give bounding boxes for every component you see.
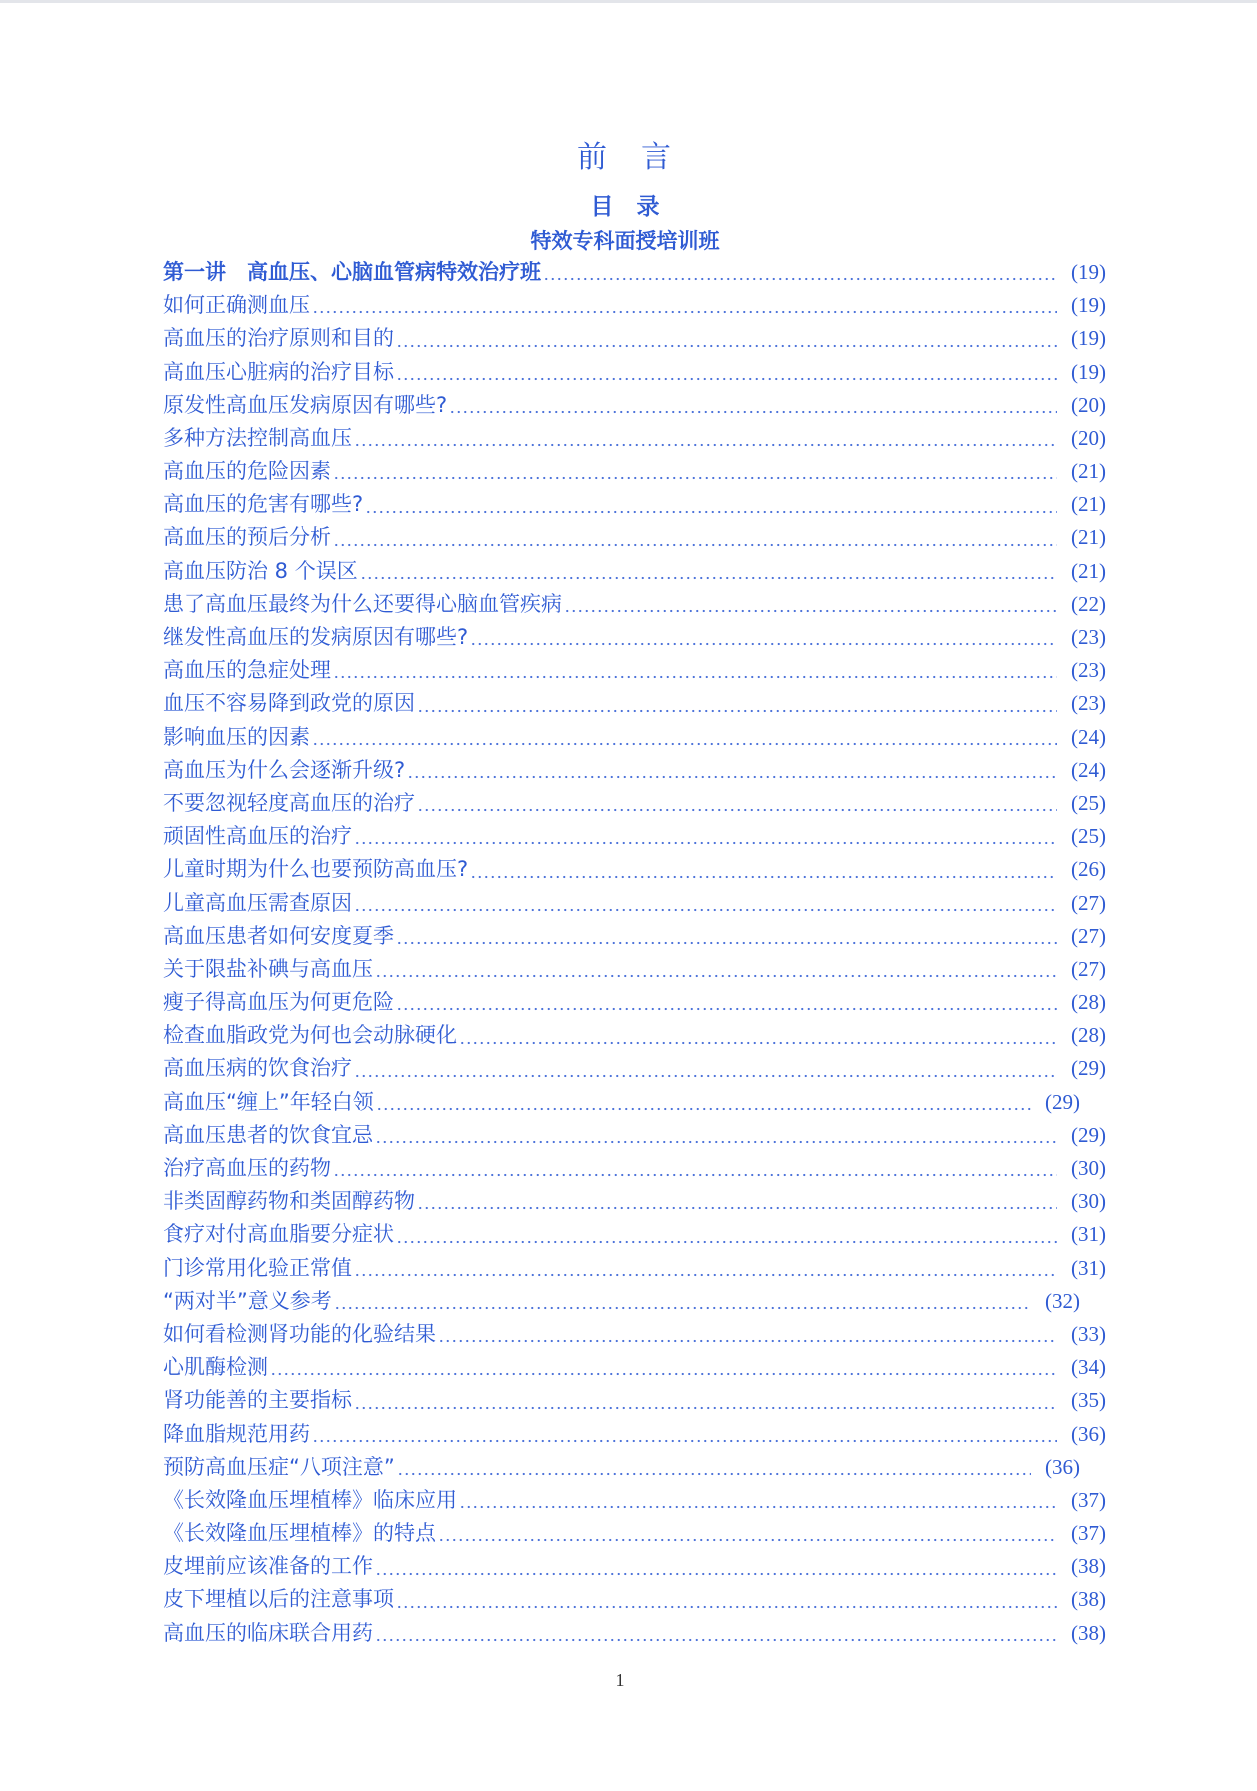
dot-leader <box>468 853 1057 886</box>
toc-entry <box>163 1218 1106 1251</box>
toc-entry-title: 降血脂规范用药 <box>163 1421 310 1446</box>
dot-leader <box>310 1418 1057 1451</box>
toc-entry-page: (33) <box>1071 1321 1106 1346</box>
toc-entry <box>163 1053 1106 1086</box>
toc-entry <box>163 1550 1106 1583</box>
dot-leader <box>352 820 1057 853</box>
dot-leader <box>332 1285 1031 1318</box>
toc-entry-page: (29) <box>1045 1089 1080 1114</box>
toc-entry-page: (23) <box>1071 691 1106 716</box>
toc-entry-title: 《长效隆血压埋植棒》的特点 <box>163 1521 436 1546</box>
toc-entry <box>163 1318 1106 1351</box>
toc-chapter-entry <box>163 256 1106 289</box>
dot-leader <box>352 1053 1057 1086</box>
dot-leader <box>373 953 1057 986</box>
toc-entry <box>163 654 1106 687</box>
toc-entry-title: 高血压的危险因素 <box>163 459 331 484</box>
dot-leader <box>310 721 1057 754</box>
toc-entry-page: (25) <box>1071 790 1106 815</box>
toc-entry <box>163 1152 1106 1185</box>
dot-leader <box>268 1351 1057 1384</box>
toc-entry-title: 关于限盐补碘与高血压 <box>163 956 373 981</box>
toc-entry-title: 肾功能善的主要指标 <box>163 1388 352 1413</box>
dot-leader <box>394 1584 1057 1617</box>
dot-leader <box>436 1318 1057 1351</box>
toc-entry-title: 心肌酶检测 <box>163 1355 268 1380</box>
toc-heading: 目 录 <box>590 194 660 220</box>
toc-entry-page: (24) <box>1071 757 1106 782</box>
dot-leader <box>457 1019 1057 1052</box>
toc-entry <box>163 1517 1106 1550</box>
toc-entry <box>163 687 1106 720</box>
toc-entry-title: 高血压“缠上”年轻白领 <box>163 1089 374 1114</box>
toc-entry-page: (28) <box>1071 990 1106 1015</box>
toc-entry-title: 不要忽视轻度高血压的治疗 <box>163 790 415 815</box>
toc-entry-title: 第一讲 高血压、心脑血管病特效治疗班 <box>163 259 541 284</box>
dot-leader <box>373 1550 1057 1583</box>
toc-entry <box>163 289 1106 322</box>
dot-leader <box>374 1086 1031 1119</box>
toc-entry <box>163 1185 1106 1218</box>
toc-entry-title: 儿童高血压需查原因 <box>163 890 352 915</box>
dot-leader <box>468 621 1057 654</box>
toc-entry-page: (21) <box>1071 459 1106 484</box>
toc-entry <box>163 953 1106 986</box>
toc-entry-page: (38) <box>1071 1620 1106 1645</box>
toc-entry-title: 影响血压的因素 <box>163 724 310 749</box>
toc-entry-title: 原发性高血压发病原因有哪些? <box>163 392 448 417</box>
toc-entry-page: (21) <box>1071 492 1106 517</box>
dot-leader <box>352 887 1057 920</box>
toc-entry <box>163 1617 1106 1650</box>
toc-entry-page: (32) <box>1045 1288 1080 1313</box>
dot-leader <box>373 1617 1057 1650</box>
toc-entry <box>163 1019 1106 1052</box>
dot-leader <box>394 986 1057 1019</box>
toc-entry-title: 继发性高血压的发病原因有哪些? <box>163 625 469 650</box>
dot-leader <box>331 1152 1057 1185</box>
section-heading: 特效专科面授培训班 <box>530 229 720 253</box>
toc-entry-title: 高血压的预后分析 <box>163 525 331 550</box>
toc-entry-title: 高血压的急症处理 <box>163 658 331 683</box>
toc-entry <box>163 787 1106 820</box>
toc-entry-title: 高血压患者如何安度夏季 <box>163 923 394 948</box>
toc-entry-page: (27) <box>1071 890 1106 915</box>
toc-entry-page: (21) <box>1071 525 1106 550</box>
toc-entry-page: (24) <box>1071 724 1106 749</box>
toc-entry-title: 检查血脂政党为何也会动脉硬化 <box>163 1023 457 1048</box>
toc-entry-title: 《长效隆血压埋植棒》临床应用 <box>163 1487 457 1512</box>
toc-entry-page: (27) <box>1071 956 1106 981</box>
toc-entry-page: (31) <box>1071 1222 1106 1247</box>
toc-entry-page: (37) <box>1071 1487 1106 1512</box>
toc-entry <box>163 422 1106 455</box>
dot-leader <box>405 754 1057 787</box>
toc-entry <box>163 588 1106 621</box>
toc-entry <box>163 1418 1106 1451</box>
toc-entry-page: (23) <box>1071 625 1106 650</box>
toc-entry-page: (19) <box>1071 259 1106 284</box>
toc-entry-title: 治疗高血压的药物 <box>163 1156 331 1181</box>
toc-entry-title: 儿童时期为什么也要预防高血压? <box>163 857 469 882</box>
toc-entry-page: (19) <box>1071 293 1106 318</box>
toc-entry-page: (23) <box>1071 658 1106 683</box>
dot-leader <box>331 522 1057 555</box>
toc-entry <box>163 920 1106 953</box>
toc-entry-title: 非类固醇药物和类固醇药物 <box>163 1189 415 1214</box>
toc-entry-page: (21) <box>1071 558 1106 583</box>
page-number: 1 <box>615 1670 625 1690</box>
toc-entry-page: (22) <box>1071 591 1106 616</box>
dot-leader <box>373 1119 1057 1152</box>
toc-entry <box>163 820 1106 853</box>
dot-leader <box>352 1252 1057 1285</box>
toc-entry <box>163 1384 1106 1417</box>
toc-entry <box>163 389 1106 422</box>
toc-entry-title: 皮埋前应该准备的工作 <box>163 1554 373 1579</box>
toc-entry-title: 食疗对付高血脂要分症状 <box>163 1222 394 1247</box>
toc-entry <box>163 621 1106 654</box>
toc-entry-page: (29) <box>1071 1056 1106 1081</box>
toc-entry-page: (38) <box>1071 1587 1106 1612</box>
dot-leader <box>394 1218 1057 1251</box>
toc-entry <box>163 1119 1106 1152</box>
toc-entry-page: (26) <box>1071 857 1106 882</box>
toc-entry-page: (29) <box>1071 1122 1106 1147</box>
dot-leader <box>310 289 1057 322</box>
toc-entry-title: 如何看检测肾功能的化验结果 <box>163 1321 436 1346</box>
toc-entry-title: “两对半”意义参考 <box>163 1288 332 1313</box>
dot-leader <box>394 322 1057 355</box>
toc-entry-title: 多种方法控制高血压 <box>163 425 352 450</box>
toc-entry-title: 高血压为什么会逐渐升级? <box>163 757 406 782</box>
toc-entry-page: (27) <box>1071 923 1106 948</box>
dot-leader <box>331 654 1057 687</box>
toc-entry <box>163 488 1106 521</box>
toc-entry <box>163 853 1106 886</box>
toc-entry-title: 顽固性高血压的治疗 <box>163 824 352 849</box>
toc-entry-title: 患了高血压最终为什么还要得心脑血管疾病 <box>163 591 562 616</box>
toc-entry-page: (19) <box>1071 326 1106 351</box>
toc-entry <box>163 455 1106 488</box>
toc-entry-title: 高血压的临床联合用药 <box>163 1620 373 1645</box>
toc-entry-page: (38) <box>1071 1554 1106 1579</box>
toc-entry-title: 预防高血压症“八项注意” <box>163 1454 395 1479</box>
toc-entry <box>163 1252 1106 1285</box>
toc-entry-title: 如何正确测血压 <box>163 293 310 318</box>
toc-entry-page: (31) <box>1071 1255 1106 1280</box>
dot-leader <box>352 422 1057 455</box>
toc-entry-title: 高血压的治疗原则和目的 <box>163 326 394 351</box>
dot-leader <box>447 389 1057 422</box>
toc-entry-page: (36) <box>1045 1454 1080 1479</box>
dot-leader <box>415 787 1057 820</box>
toc-entry <box>163 1285 1106 1318</box>
dot-leader <box>394 356 1057 389</box>
toc-entry-title: 高血压患者的饮食宜忌 <box>163 1122 373 1147</box>
toc-entry-title: 高血压防治 8 个误区 <box>163 558 358 583</box>
toc-entry-page: (37) <box>1071 1521 1106 1546</box>
toc-entry <box>163 555 1106 588</box>
dot-leader <box>562 588 1057 621</box>
dot-leader <box>352 1384 1057 1417</box>
toc-entry <box>163 1584 1106 1617</box>
toc-entry-title: 皮下埋植以后的注意事项 <box>163 1587 394 1612</box>
toc-entry <box>163 721 1106 754</box>
table-of-contents <box>163 256 1106 1650</box>
toc-entry-page: (25) <box>1071 824 1106 849</box>
dot-leader <box>395 1451 1031 1484</box>
toc-entry <box>163 986 1106 1019</box>
dot-leader <box>415 1185 1057 1218</box>
toc-entry <box>163 1484 1106 1517</box>
toc-entry-title: 瘦子得高血压为何更危险 <box>163 990 394 1015</box>
toc-entry-page: (35) <box>1071 1388 1106 1413</box>
dot-leader <box>358 555 1057 588</box>
toc-entry <box>163 356 1106 389</box>
toc-entry-page: (34) <box>1071 1355 1106 1380</box>
dot-leader <box>363 488 1057 521</box>
toc-entry-page: (20) <box>1071 425 1106 450</box>
toc-entry-page: (20) <box>1071 392 1106 417</box>
dot-leader <box>541 256 1057 289</box>
toc-entry-title: 高血压病的饮食治疗 <box>163 1056 352 1081</box>
toc-entry-page: (30) <box>1071 1156 1106 1181</box>
dot-leader <box>457 1484 1057 1517</box>
toc-entry-title: 高血压的危害有哪些? <box>163 492 364 517</box>
toc-entry-page: (36) <box>1071 1421 1106 1446</box>
toc-entry <box>163 522 1106 555</box>
toc-entry <box>163 322 1106 355</box>
toc-entry-page: (28) <box>1071 1023 1106 1048</box>
toc-entry <box>163 887 1106 920</box>
dot-leader <box>331 455 1057 488</box>
toc-entry <box>163 754 1106 787</box>
toc-entry-title: 高血压心脏病的治疗目标 <box>163 359 394 384</box>
toc-entry-page: (19) <box>1071 359 1106 384</box>
toc-entry <box>163 1451 1106 1484</box>
toc-entry <box>163 1351 1106 1384</box>
toc-entry-page: (30) <box>1071 1189 1106 1214</box>
toc-entry-title: 门诊常用化验正常值 <box>163 1255 352 1280</box>
page-title: 前 言 <box>577 140 673 175</box>
dot-leader <box>394 920 1057 953</box>
dot-leader <box>436 1517 1057 1550</box>
toc-entry-title: 血压不容易降到政党的原因 <box>163 691 415 716</box>
toc-entry <box>163 1086 1106 1119</box>
top-border-line <box>0 0 1257 3</box>
dot-leader <box>415 687 1057 720</box>
